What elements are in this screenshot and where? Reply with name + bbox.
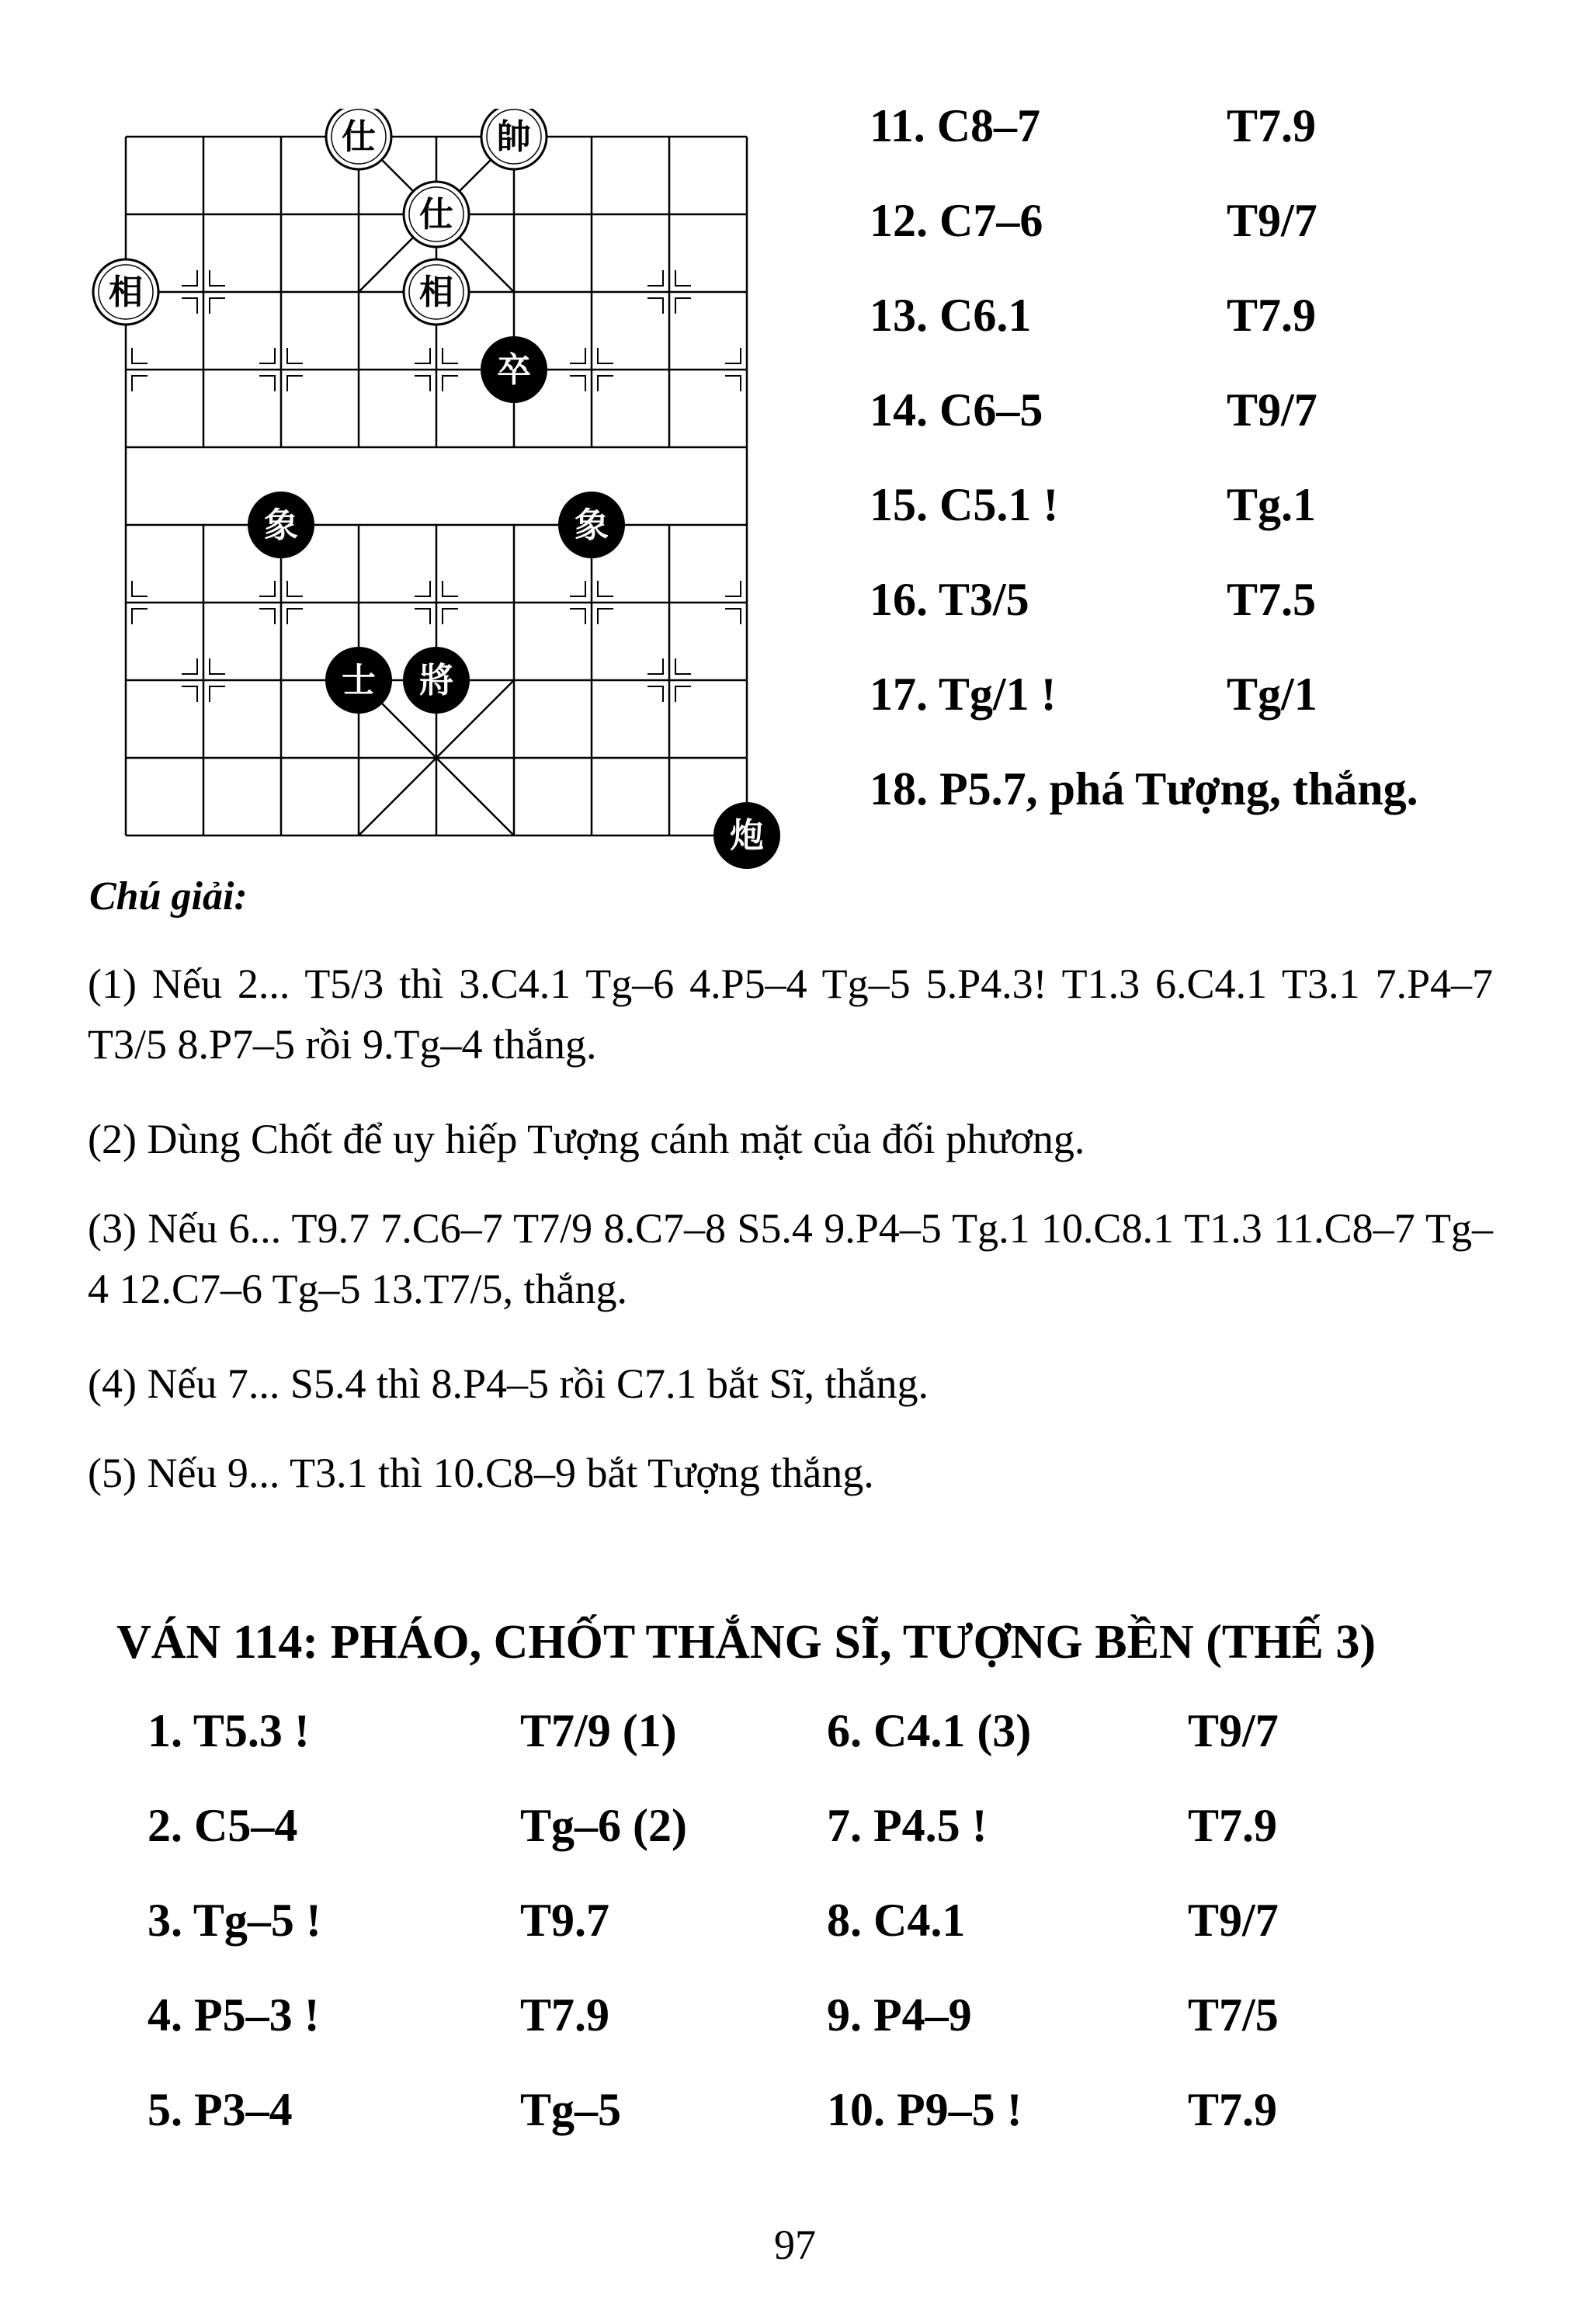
table-row	[148, 1704, 1467, 1799]
table-cell: 8. C4.1	[827, 1895, 966, 1946]
black-piece	[248, 492, 314, 558]
table-cell: 5. P3–4	[148, 2084, 293, 2135]
move-row	[870, 384, 1568, 478]
position-mark	[725, 376, 741, 391]
position-mark	[259, 348, 275, 363]
position-mark	[675, 658, 691, 674]
position-mark	[210, 270, 225, 286]
position-mark	[132, 581, 148, 596]
note-2: (2) Dùng Chốt để uy hiếp Tượng cánh mặt của đối phương.	[88, 1116, 1085, 1162]
position-mark	[443, 609, 458, 624]
game-title: VÁN 114: PHÁO, CHỐT THẮNG SĨ, TƯỢNG BỀN (THẾ 3)	[116, 1616, 1376, 1669]
table-cell: Tg–5	[520, 2084, 622, 2135]
table-cell: 3. Tg–5 !	[148, 1895, 321, 1946]
piece-character: 象	[575, 505, 609, 545]
position-mark	[259, 609, 275, 624]
white-move: 11. C8–7	[870, 100, 1041, 151]
note-4: (4) Nếu 7... S5.4 thì 8.P4–5 rồi C7.1 bắt Sĩ, thắng.	[88, 1360, 929, 1407]
table-row	[148, 1799, 1467, 1894]
table-cell: 7. P4.5 !	[827, 1800, 988, 1851]
table-cell: T9/7	[1188, 1705, 1279, 1756]
red-piece	[481, 109, 547, 169]
table-cell: T7.9	[1188, 2084, 1278, 2135]
piece-character: 相	[419, 273, 453, 312]
piece-character: 帥	[497, 117, 531, 157]
red-piece	[93, 259, 158, 325]
position-mark	[570, 581, 585, 596]
move-row	[870, 478, 1568, 573]
page-number: 97	[774, 2222, 816, 2268]
position-mark	[443, 376, 458, 391]
black-move: T7.9	[1227, 100, 1317, 151]
position-mark	[287, 581, 303, 596]
position-mark	[415, 348, 430, 363]
piece-character: 相	[109, 273, 143, 312]
xiangqi-board	[78, 109, 800, 885]
notes-heading: Chú giải:	[89, 874, 248, 919]
table-cell: T7.9	[520, 1989, 610, 2041]
table-cell: 2. C5–4	[148, 1800, 298, 1851]
position-mark	[647, 270, 663, 286]
note-5: (5) Nếu 9... T3.1 thì 10.C8–9 bắt Tượng thắng.	[88, 1450, 874, 1496]
black-move: Tg.1	[1227, 479, 1317, 530]
position-mark	[598, 376, 613, 391]
black-move: T9/7	[1227, 384, 1317, 436]
position-mark	[132, 376, 148, 391]
position-mark	[598, 581, 613, 596]
continuation-moves	[870, 99, 1568, 857]
white-move: 15. C5.1 !	[870, 479, 1059, 530]
red-piece	[404, 259, 469, 325]
move-row	[870, 289, 1568, 384]
black-piece	[404, 648, 469, 713]
table-row	[148, 1894, 1467, 1989]
position-mark	[725, 581, 741, 596]
position-mark	[647, 298, 663, 314]
move-row	[870, 99, 1568, 194]
position-mark	[287, 376, 303, 391]
position-mark	[287, 609, 303, 624]
table-cell: T9.7	[520, 1895, 610, 1946]
position-mark	[210, 686, 225, 702]
position-mark	[415, 581, 430, 596]
position-mark	[570, 609, 585, 624]
position-mark	[182, 270, 197, 286]
move-row	[870, 194, 1568, 289]
position-mark	[443, 348, 458, 363]
position-mark	[725, 348, 741, 363]
moves-table	[148, 1704, 1467, 2178]
black-piece	[714, 803, 779, 868]
table-cell: Tg–6 (2)	[520, 1800, 687, 1851]
table-cell: 6. C4.1 (3)	[827, 1705, 1032, 1756]
position-mark	[675, 298, 691, 314]
position-mark	[570, 376, 585, 391]
position-mark	[182, 686, 197, 702]
black-piece	[559, 492, 624, 558]
white-move: 17. Tg/1 !	[870, 669, 1057, 720]
position-mark	[210, 298, 225, 314]
note-3: (3) Nếu 6... T9.7 7.C6–7 T7/9 8.C7–8 S5.4 9.P4–5 Tg.1 10.C8.1 T1.3 11.C8–7 Tg–4 12.C7–6 Tg–5 13.T7/5, thắng.	[88, 1205, 1493, 1312]
position-mark	[647, 686, 663, 702]
position-mark	[570, 348, 585, 363]
table-cell: T7/9 (1)	[520, 1705, 677, 1756]
position-mark	[415, 376, 430, 391]
move-row	[870, 573, 1568, 668]
piece-character: 將	[419, 661, 453, 700]
position-mark	[647, 658, 663, 674]
black-move: T9/7	[1227, 195, 1317, 246]
table-cell: T7.9	[1188, 1800, 1278, 1851]
piece-character: 仕	[342, 117, 376, 157]
position-mark	[210, 658, 225, 674]
red-piece	[404, 182, 469, 247]
move-row	[870, 668, 1568, 763]
white-move: 14. C6–5	[870, 384, 1043, 436]
position-mark	[675, 270, 691, 286]
position-mark	[598, 348, 613, 363]
table-cell: 9. P4–9	[827, 1989, 972, 2041]
piece-character: 炮	[730, 816, 764, 856]
note-1: (1) Nếu 2... T5/3 thì 3.C4.1 Tg–6 4.P5–4 Tg–5 5.P4.3! T1.3 6.C4.1 T3.1 7.P4–7 T3/5 8.P7–5 rồi 9.Tg–4 thắng.	[88, 961, 1493, 1068]
position-mark	[443, 581, 458, 596]
black-move: Tg/1	[1227, 669, 1317, 720]
piece-character: 卒	[497, 350, 531, 390]
position-mark	[598, 609, 613, 624]
black-move: T7.9	[1227, 290, 1317, 341]
table-cell: T9/7	[1188, 1895, 1279, 1946]
position-mark	[182, 298, 197, 314]
piece-character: 士	[342, 661, 376, 700]
white-move: 12. C7–6	[870, 195, 1043, 246]
position-mark	[259, 581, 275, 596]
position-mark	[287, 348, 303, 363]
table-cell: 4. P5–3 !	[148, 1989, 320, 2041]
position-mark	[415, 609, 430, 624]
black-piece	[481, 337, 547, 402]
table-cell: 1. T5.3 !	[148, 1705, 310, 1756]
move-row	[870, 763, 1568, 857]
position-mark	[259, 376, 275, 391]
white-move: 13. C6.1	[870, 290, 1032, 341]
position-mark	[725, 609, 741, 624]
black-move: T7.5	[1227, 574, 1317, 625]
table-row	[148, 2083, 1467, 2178]
position-mark	[132, 348, 148, 363]
position-mark	[132, 609, 148, 624]
piece-character: 仕	[419, 195, 453, 234]
table-cell: T7/5	[1188, 1989, 1279, 2041]
position-mark	[675, 686, 691, 702]
piece-character: 象	[264, 505, 298, 545]
white-move: 18. P5.7, phá Tượng, thắng.	[870, 763, 1418, 815]
table-row	[148, 1989, 1467, 2083]
white-move: 16. T3/5	[870, 574, 1029, 625]
table-cell: 10. P9–5 !	[827, 2084, 1022, 2135]
red-piece	[326, 109, 391, 169]
position-mark	[182, 658, 197, 674]
black-piece	[326, 648, 391, 713]
